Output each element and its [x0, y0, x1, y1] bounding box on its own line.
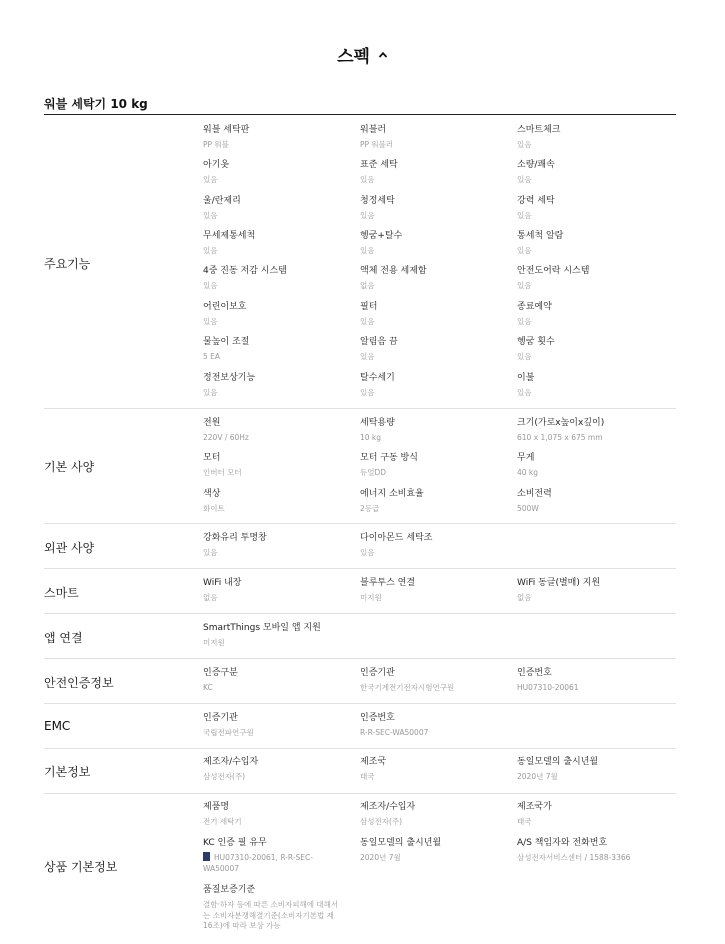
spec-item: 강력 세탁 있음	[517, 196, 555, 220]
chevron-up-icon[interactable]	[378, 50, 388, 60]
spec-item: 소량/쾌속 있음	[517, 160, 555, 184]
spec-item: 종료예약 있음	[517, 302, 552, 326]
spec-item: 무세제통세척 있음	[203, 231, 256, 255]
spec-item: 표준 세탁 있음	[360, 160, 398, 184]
section-safety-cert	[44, 660, 676, 704]
product-name: 워블 세탁기 10 kg	[44, 97, 148, 111]
spec-item: 탈수세기 있음	[360, 373, 395, 397]
section-label: 기본 사양	[44, 460, 95, 474]
spec-item: 액체 전용 세제함 없음	[360, 266, 427, 290]
spec-item: 블루투스 연결 미지원	[360, 578, 416, 602]
spec-item: 헹굼+탈수 있음	[360, 231, 403, 255]
spec-item: 에너지 소비효율 2등급	[360, 489, 424, 513]
spec-item: 헹굼 횟수 있음	[517, 337, 555, 361]
spec-item: 제조자/수입자 삼성전자(주)	[360, 802, 416, 826]
section-product-info	[44, 795, 676, 944]
spec-item: 세탁용량 10 kg	[360, 418, 395, 442]
spec-item: WiFi 동글(별매) 지원 없음	[517, 578, 601, 602]
spec-item: 소비전력 500W	[517, 489, 552, 513]
section-main-features	[44, 115, 676, 409]
spec-item: KC 인증 필 유무 HU07310-20061, R-R-SEC-WA50007	[203, 838, 313, 873]
spec-item: 청정세탁 있음	[360, 196, 395, 220]
spec-item: 모터 인버터 모터	[203, 453, 242, 477]
spec-item: 4중 진동 저감 시스템 있음	[203, 266, 287, 290]
section-emc	[44, 705, 676, 749]
spec-header[interactable]	[0, 42, 725, 67]
spec-item: 어린이보호 있음	[203, 302, 247, 326]
section-app	[44, 615, 676, 659]
section-label: EMC	[44, 719, 71, 733]
spec-item: 인증기관 국립전파연구원	[203, 713, 254, 737]
section-label: 외관 사양	[44, 541, 95, 555]
spec-item: 제조자/수입자 삼성전자(주)	[203, 757, 259, 781]
section-label: 주요기능	[44, 257, 91, 271]
spec-item: 물높이 조절 5 EA	[203, 337, 250, 361]
spec-item: 다이아몬드 세탁조 있음	[360, 533, 433, 557]
spec-item: 동일모델의 출시년월 2020년 7월	[360, 838, 442, 862]
spec-item: 강화유리 투명창 있음	[203, 533, 267, 557]
spec-toggle[interactable]	[337, 42, 388, 67]
spec-item: 크기(가로x높이x깊이) 610 x 1,075 x 675 mm	[517, 418, 605, 442]
kc-mark-icon	[203, 852, 210, 861]
spec-item: 인증구분 KC	[203, 668, 238, 692]
spec-item: 정전보상기능 있음	[203, 373, 256, 397]
spec-item: 제품명 전기 세탁기	[203, 802, 242, 826]
spec-item: 전원 220V / 60Hz	[203, 418, 249, 442]
section-label: 앱 연결	[44, 631, 83, 645]
spec-item: 워블 세탁판 PP 워블	[203, 125, 250, 149]
spec-item: 무게 40 kg	[517, 453, 539, 477]
spec-item: 안전도어락 시스템 있음	[517, 266, 590, 290]
spec-item: 인증번호 R-R-SEC-WA50007	[360, 713, 429, 737]
spec-item: 통세척 알람 있음	[517, 231, 564, 255]
section-smart	[44, 570, 676, 614]
section-exterior	[44, 525, 676, 569]
spec-title: 스펙	[337, 47, 370, 67]
spec-item: WiFi 내장 없음	[203, 578, 242, 602]
section-label: 상품 기본정보	[44, 860, 118, 874]
spec-item: 인증번호 HU07310-20061	[517, 668, 579, 692]
spec-item: 스마트체크 있음	[517, 125, 561, 149]
spec-item: 품질보증기준 결함·하자 등에 따른 소비자피해에 대해서는 소비자분쟁해결기준(소비자기본법 제16조)에 따라 보상 가능	[203, 885, 339, 930]
spec-item: 인증기관 한국기계전기전자시험연구원	[360, 668, 455, 692]
section-basic-spec	[44, 410, 676, 524]
spec-item: 제조국가 태국	[517, 802, 552, 826]
section-label: 기본정보	[44, 765, 91, 779]
spec-item: 제조국 태국	[360, 757, 387, 781]
section-label: 스마트	[44, 586, 79, 600]
spec-item: 이불 있음	[517, 373, 535, 397]
spec-item: A/S 책임자와 전화번호 삼성전자서비스센터 / 1588-3366	[517, 838, 631, 862]
spec-item: 동일모델의 출시년월 2020년 7월	[517, 757, 599, 781]
spec-item: 색상 화이트	[203, 489, 225, 513]
spec-item: 알림음 끔 있음	[360, 337, 398, 361]
spec-item: 워블러 PP 워블러	[360, 125, 394, 149]
spec-item: 모터 구동 방식 듀얼DD	[360, 453, 418, 477]
section-label: 안전인증정보	[44, 676, 114, 690]
spec-item: 아기옷 있음	[203, 160, 230, 184]
spec-item: 울/란제리 있음	[203, 196, 241, 220]
section-basic-info	[44, 750, 676, 794]
spec-item: SmartThings 모바일 앱 지원 미지원	[203, 623, 321, 647]
spec-item: 필터 있음	[360, 302, 378, 326]
